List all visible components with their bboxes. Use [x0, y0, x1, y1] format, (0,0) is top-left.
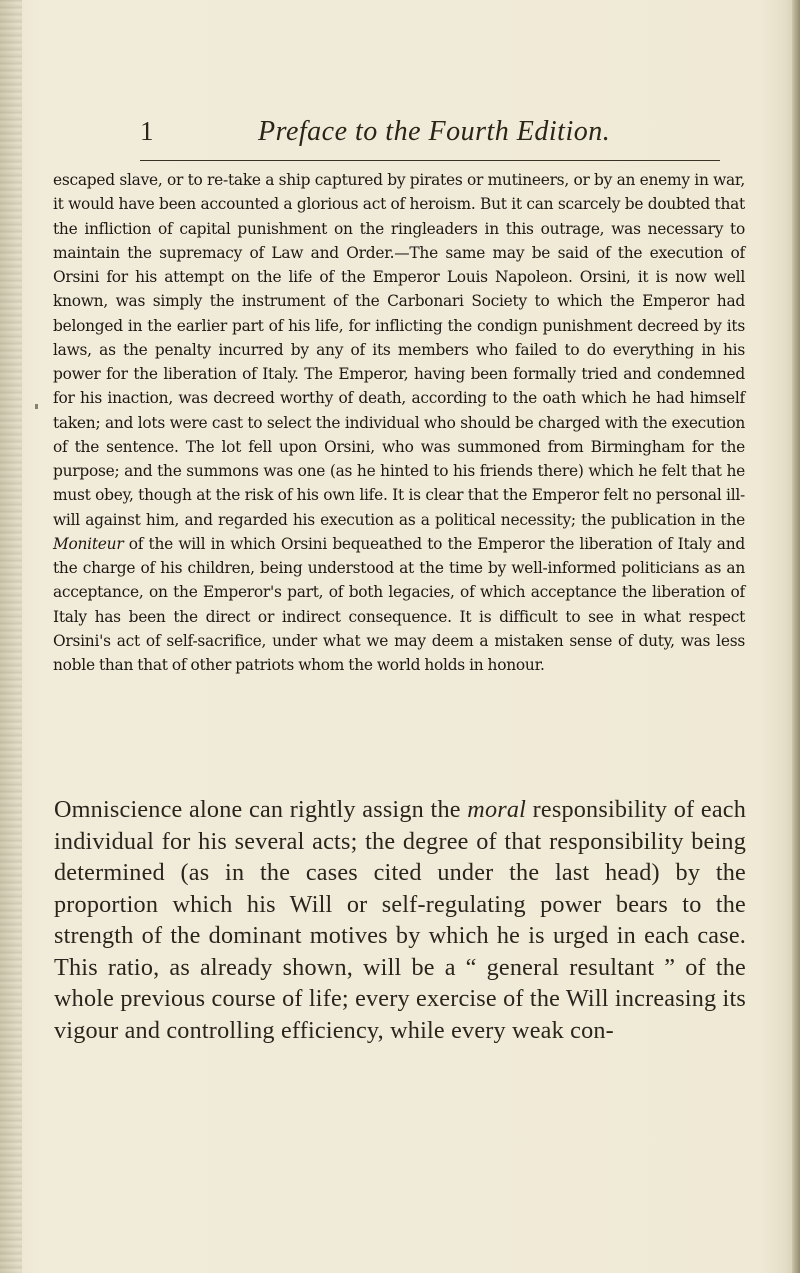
header-rule [140, 160, 720, 161]
page-number: 1 [140, 116, 154, 146]
page-gutter-edge [0, 0, 22, 1273]
large-paragraph-text-part1: Omniscience alone can rightly assign the [54, 796, 461, 823]
margin-mark [35, 404, 38, 409]
small-paragraph-text-part2: of the will in which Orsini bequeathed to the Emperor the liberation of Italy and the charge of his children, being understood at the time by well-informed politicians as an acceptance, on the Emperor's part, of both legacies, of which acceptance the liberation of Italy has been the direct or indirect consequence. It is difficult to see in what respect Orsini's act of self-sacrifice, under what we may deem a mistaken sense of duty, was less noble than that of other patriots whom the world holds in honour. [53, 534, 745, 674]
small-paragraph-italic-title: Moniteur [53, 534, 124, 553]
running-title: Preface to the Fourth Edition. [258, 116, 611, 147]
page-header [140, 116, 700, 156]
large-paragraph-text-part2: responsibility of each individual for his several acts; the degree of that responsibility being determined (as in the cases cited under the last head) by the proportion which his Will or self-regulating power bears to the strength of the dominant motives by which he is urged in each case. This ratio, as already shown, will be a “ general resultant ” of the whole previous course of life; every exercise of the Will increasing its vigour and controlling efficiency, while every weak con- [54, 796, 747, 1044]
large-print-paragraph [54, 794, 746, 1046]
small-print-paragraph [53, 168, 745, 677]
small-paragraph-text-part1: escaped slave, or to re-take a ship captured by pirates or mutineers, or by an enemy in war, it would have been accounted a glorious act of heroism. But it can scarcely be doubted that the infliction of capital punishment on the ringleaders in this outrage, was necessary to maintain the supremacy of Law and Order.—The same may be said of the execution of Orsini for his attempt on the life of the Emperor Louis Napoleon. Orsini, it is now well known, was simply the instrument of the Carbonari Society to which the Emperor had belonged in the earlier part of his life, for inflicting the condign punishment decreed by its laws, as the penalty incurred by any of its members who failed to do everything in his power for the liberation of Italy. The Emperor, having been formally tried and condemned for his inaction, was decreed worthy of death, according to the oath which he had himself taken; and lots were cast to select the individual who should be charged with the execution of the sentence. The lot fell upon Orsini, who was summoned from Birmingham for the purpose; and the summons was one (as he hinted to his friends there) which he felt that he must obey, though at the risk of his own life. It is clear that the Emperor felt no personal ill-will against him, and regarded his execution as a political necessity; the publication in the [53, 171, 745, 529]
large-paragraph-italic-word: moral [467, 796, 527, 823]
page-right-edge [792, 0, 800, 1273]
